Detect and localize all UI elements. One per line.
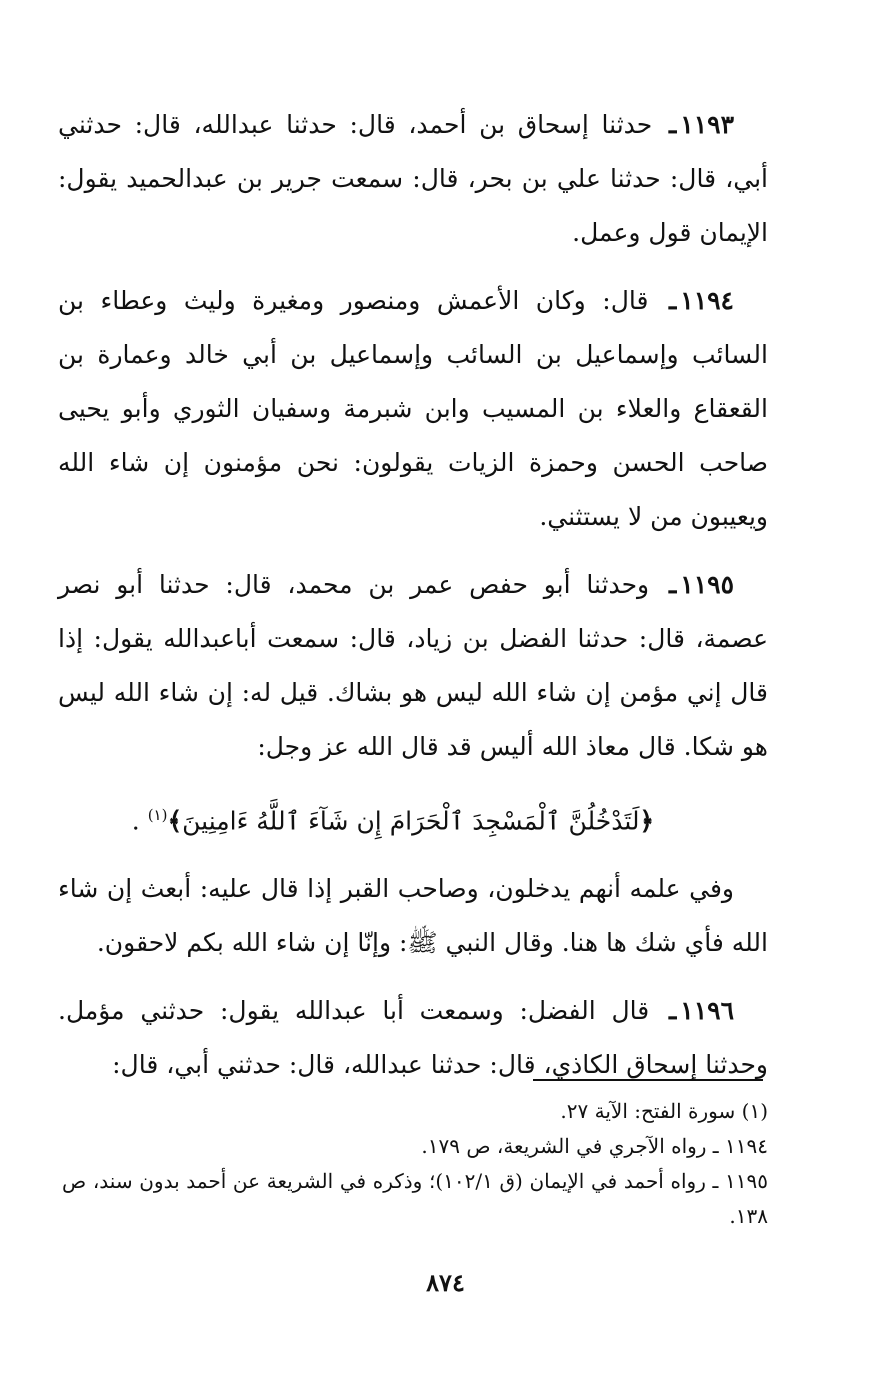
hadith-text: قال الفضل: وسمعت أبا عبدالله يقول: حدثني مؤمل. وحدثنا إسحاق الكاذي، قال: حدثنا عبدالله، قال: حدثني أبي، قال: xyxy=(58,996,768,1080)
hadith-dash: ـ xyxy=(668,996,677,1026)
hadith-1194 xyxy=(58,274,768,544)
quran-close-bracket: ﴾ xyxy=(167,806,183,836)
hadith-number: ١١٩٦ xyxy=(680,996,734,1026)
main-text xyxy=(58,98,768,1106)
hadith-1195-continued xyxy=(58,862,768,970)
quran-verse xyxy=(58,788,768,848)
footnote-divider xyxy=(533,1079,763,1081)
hadith-number: ١١٩٥ xyxy=(680,570,734,599)
footnotes xyxy=(62,1094,768,1234)
hadith-1195 xyxy=(58,558,768,774)
hadith-text: حدثنا إسحاق بن أحمد، قال: حدثنا عبدالله، قال: حدثني أبي، قال: حدثنا علي بن بحر، قال: سمعت جرير بن عبدالحميد يقول: الإيمان قول وعمل. xyxy=(58,110,768,247)
hadith-1193 xyxy=(58,98,768,260)
footnote-1: (١) سورة الفتح: الآية ٢٧. xyxy=(560,1099,768,1123)
quran-end-period: . xyxy=(131,806,140,836)
hadith-number: ١١٩٣ xyxy=(680,110,734,139)
hadith-dash: ـ xyxy=(668,286,677,315)
hadith-text: وحدثنا أبو حفص عمر بن محمد، قال: حدثنا أبو نصر عصمة، قال: حدثنا الفضل بن زياد، قال: سمعت أباعبدالله يقول: إذا قال إني مؤمن إن شاء الله ليس هو بشاك. قيل له: إن شاء الله ليس هو شكا. قال معاذ الله أليس قد قال الله عز وجل: xyxy=(58,570,768,761)
hadith-dash: ـ xyxy=(668,570,677,599)
hadith-text: قال: وكان الأعمش ومنصور ومغيرة وليث وعطاء بن السائب وإسماعيل بن السائب وإسماعيل بن أبي خالد وعمارة بن القعقاع والعلاء بن المسيب وابن شبرمة وسفيان الثوري وأبو يحيى صاحب الحسن وحمزة الزيات يقولون: نحن مؤمنون إن شاء الله ويعيبون من لا يستثني. xyxy=(58,286,768,531)
footnote-1194: ١١٩٤ ـ رواه الآجري في الشريعة، ص ١٧٩. xyxy=(421,1134,768,1158)
page-number: ٨٧٤ xyxy=(426,1268,465,1297)
hadith-number: ١١٩٤ xyxy=(680,286,734,315)
quran-open-bracket: ﴿ xyxy=(639,806,655,836)
footnote-ref: (١) xyxy=(147,806,168,824)
quran-verse-text: لَتَدْخُلُنَّ ٱلْمَسْجِدَ ٱلْحَرَامَ إِن شَآءَ ٱللَّهُ ءَامِنِينَ xyxy=(182,806,640,836)
hadith-dash: ـ xyxy=(668,110,677,139)
hadith-text: وفي علمه أنهم يدخلون، وصاحب القبر إذا قال عليه: أبعث إن شاء الله فأي شك ها هنا. وقال النبي ﷺ: وإنّا إن شاء الله بكم لاحقون. xyxy=(58,874,768,958)
footnote-1195: ١١٩٥ ـ رواه أحمد في الإيمان (ق ١٠٢/١)؛ وذكره في الشريعة عن أحمد بدون سند، ص ١٣٨. xyxy=(62,1169,768,1228)
hadith-1196 xyxy=(58,984,768,1092)
